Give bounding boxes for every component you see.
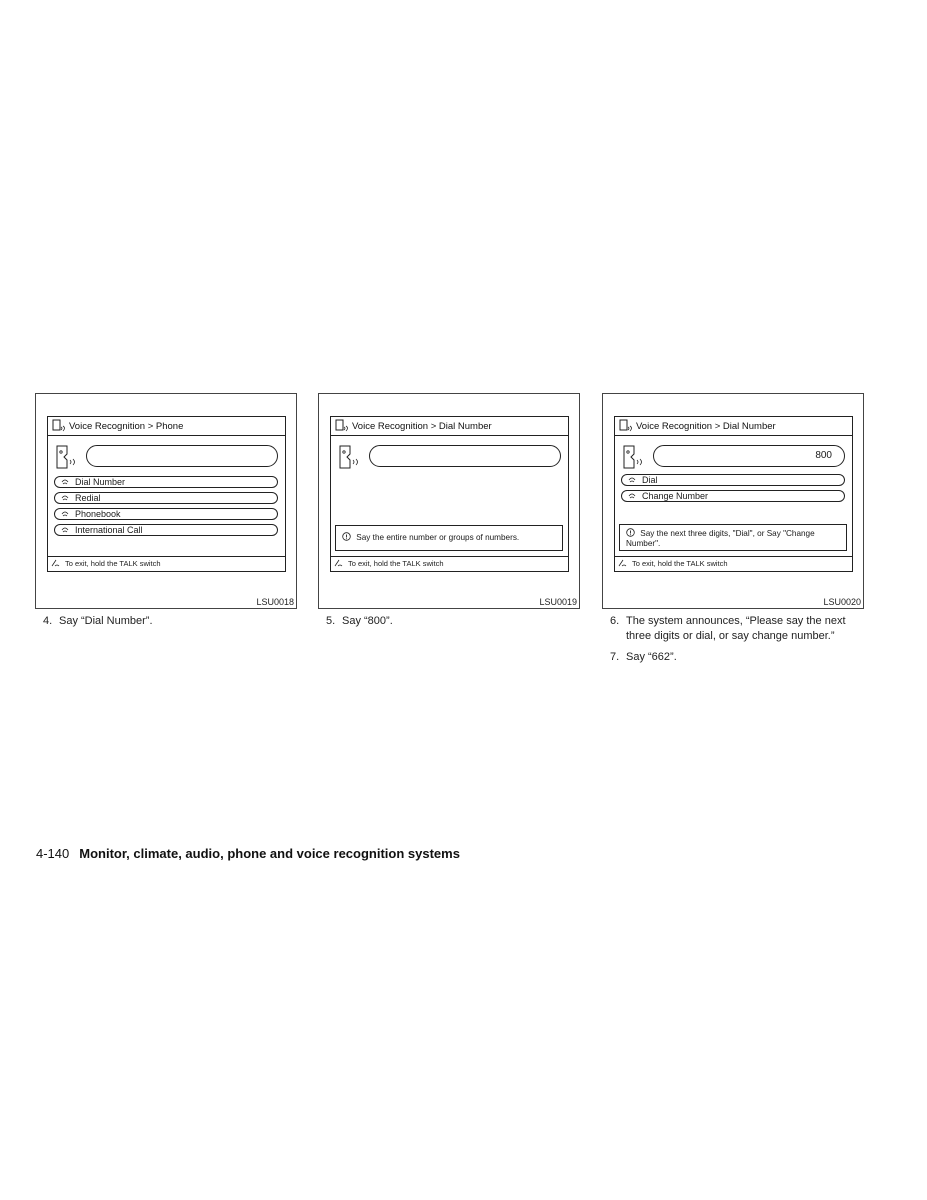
screen-title: Voice Recognition > Phone: [69, 420, 184, 432]
menu-item-international-call[interactable]: International Call: [54, 524, 278, 536]
menu-item-redial[interactable]: Redial: [54, 492, 278, 504]
step-4: 4. Say “Dial Number”.: [43, 615, 153, 627]
info-icon: [342, 532, 351, 541]
screen-title: Voice Recognition > Dial Number: [636, 420, 776, 432]
screen-footer: To exit, hold the TALK switch: [615, 556, 852, 571]
speaking-face-icon: [54, 444, 80, 470]
display-screen: [330, 416, 569, 572]
speak-icon: [61, 526, 70, 535]
page-number: 4-140: [36, 846, 70, 861]
speech-bubble: [369, 445, 561, 467]
step-6: 6. The system announces, “Please say the next three digits or dial, or say change number.”: [610, 615, 846, 642]
screen-title: Voice Recognition > Dial Number: [352, 420, 492, 432]
info-icon: [626, 528, 635, 537]
speaking-face-icon: [621, 444, 647, 470]
figure-code: LSU0019: [539, 597, 577, 607]
speak-icon: [628, 492, 637, 501]
talk-switch-icon: [618, 558, 627, 567]
voice-recognition-icon: [619, 419, 633, 433]
speak-icon: [61, 478, 70, 487]
page-footer: [36, 846, 460, 861]
figure-code: LSU0020: [823, 597, 861, 607]
menu-item-dial-number[interactable]: Dial Number: [54, 476, 278, 488]
screen-footer: To exit, hold the TALK switch: [48, 556, 285, 571]
info-message: Say the entire number or groups of numbers.: [335, 525, 563, 551]
voice-recognition-icon: [52, 419, 66, 433]
info-message: Say the next three digits, "Dial", or Say "Change Number".: [619, 524, 847, 551]
speech-bubble: 800: [653, 445, 845, 467]
screen-header: [48, 417, 285, 436]
figure-lsu0020: [602, 393, 864, 609]
talk-switch-icon: [334, 558, 343, 567]
figure-lsu0018: [35, 393, 297, 609]
screen-footer: To exit, hold the TALK switch: [331, 556, 568, 571]
section-title: Monitor, climate, audio, phone and voice recognition systems: [79, 846, 460, 861]
speaking-face-icon: [337, 444, 363, 470]
screen-header: [615, 417, 852, 436]
display-screen: [614, 416, 853, 572]
display-screen: [47, 416, 286, 572]
menu-item-dial[interactable]: Dial: [621, 474, 845, 486]
figure-lsu0019: [318, 393, 580, 609]
menu-item-change-number[interactable]: Change Number: [621, 490, 845, 502]
talk-switch-icon: [51, 558, 60, 567]
voice-recognition-icon: [335, 419, 349, 433]
speak-icon: [61, 494, 70, 503]
screen-header: [331, 417, 568, 436]
speech-bubble: [86, 445, 278, 467]
step-5: 5. Say “800”.: [326, 615, 393, 627]
speak-icon: [61, 510, 70, 519]
menu-item-phonebook[interactable]: Phonebook: [54, 508, 278, 520]
step-7: 7. Say “662”.: [610, 651, 677, 663]
speak-icon: [628, 476, 637, 485]
figure-code: LSU0018: [256, 597, 294, 607]
